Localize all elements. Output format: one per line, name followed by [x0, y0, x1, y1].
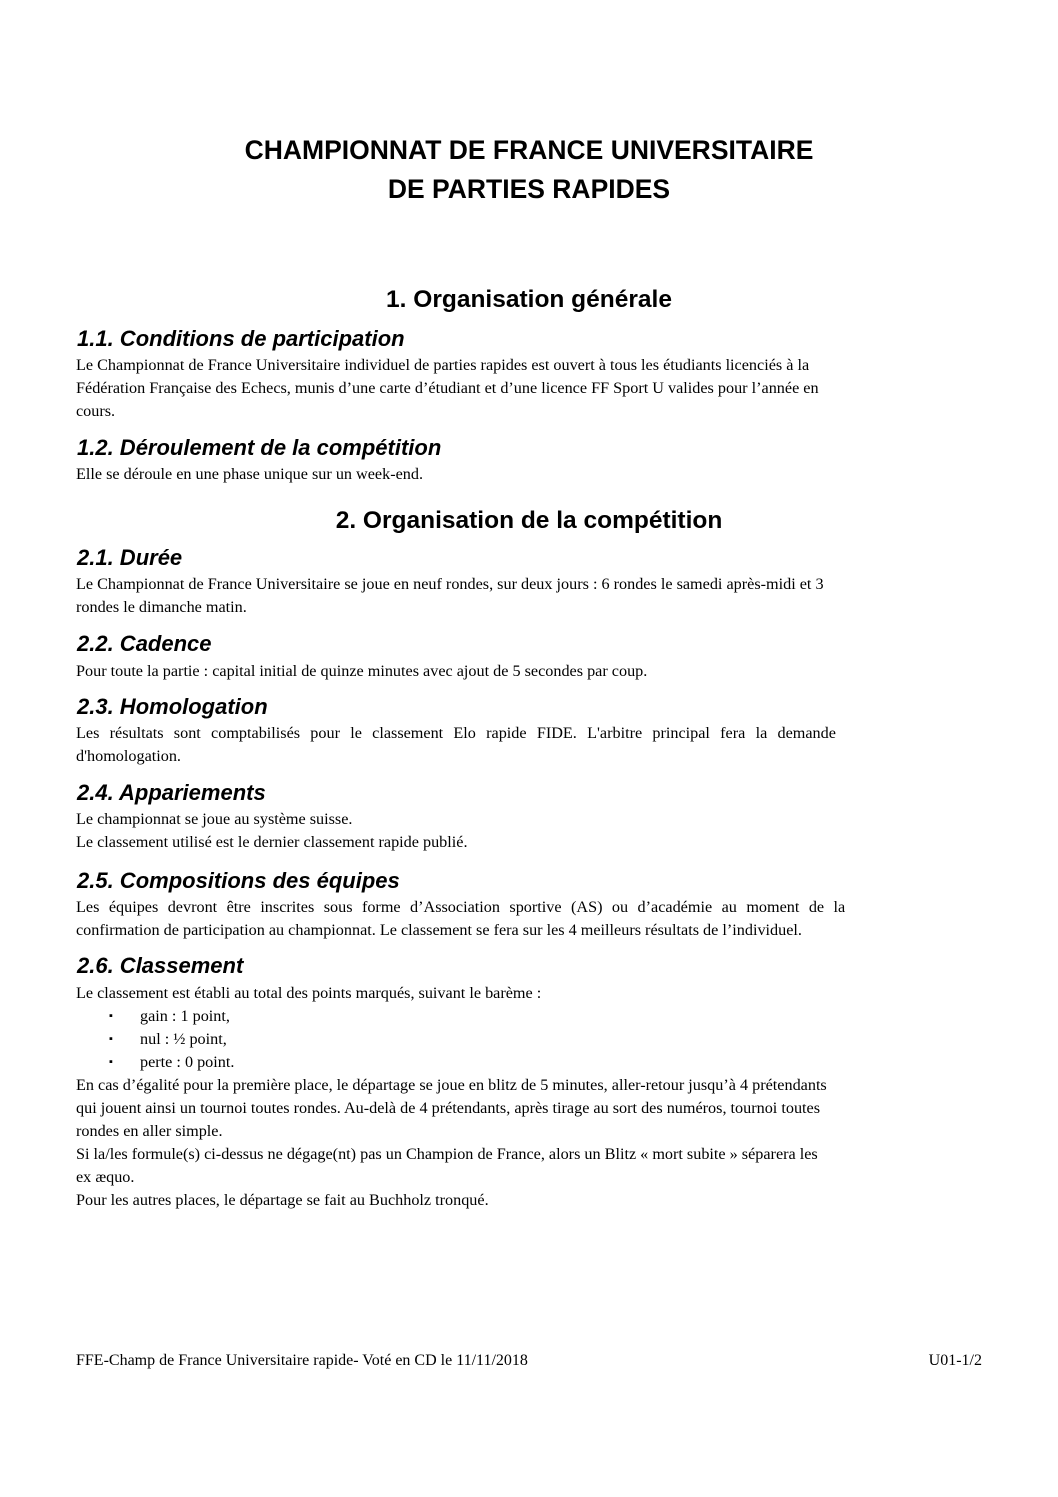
subsection-2-2-text: [76, 660, 982, 683]
list-item-text: nul : ½ point,: [140, 1030, 227, 1048]
subsection-1-1-heading: 1.1. Conditions de participation: [77, 326, 405, 351]
subsection-2-6-text: [76, 1074, 982, 1212]
text-line: d'homologation.: [76, 747, 181, 765]
subsection-2-5-text: [76, 896, 982, 942]
title-line-2: DE PARTIES RAPIDES: [387, 174, 671, 204]
subsection-1-2-text: [76, 463, 982, 486]
subsection-2-4-heading: 2.4. Appariements: [77, 780, 266, 805]
subsection-2-6-intro: [76, 982, 982, 1005]
text-line: Le Championnat de France Universitaire individuel de parties rapides est ouvert à tous les étudiants licenciés à la: [76, 356, 810, 374]
bullet-marker: ▪: [109, 1033, 113, 1045]
subsection-2-5-heading: 2.5. Compositions des équipes: [77, 868, 400, 893]
footer-reference: FFE-Champ de France Universitaire rapide- Voté en CD le 11/11/2018: [76, 1352, 528, 1369]
text-line: Si la/les formule(s) ci-dessus ne dégage(nt) pas un Champion de France, alors un Blitz « mort subite » séparera les: [76, 1145, 818, 1163]
document-page: [76, 0, 982, 1497]
subsection-2-4-text: [76, 808, 982, 854]
text-line: qui jouent ainsi un tournoi toutes rondes. Au-delà de 4 prétendants, après tirage au sort des numéros, tournoi toutes: [76, 1099, 821, 1117]
text-line: Les résultats sont comptabilisés pour le classement Elo rapide FIDE. L'arbitre principal fera la demande: [76, 724, 836, 742]
subsection-2-3-text: [76, 722, 982, 768]
text-line: Le championnat se joue au système suisse.: [76, 810, 353, 828]
list-item: [76, 1051, 982, 1074]
text-line: Le classement est établi au total des points marqués, suivant le barème :: [76, 984, 542, 1002]
text-line: Fédération Française des Echecs, munis d’une carte d’étudiant et d’une licence FF Sport U valides pour l’année en: [76, 379, 819, 397]
page-number: U01-1/2: [928, 1352, 982, 1369]
subsection-1-1-text: [76, 354, 982, 423]
text-line: Elle se déroule en une phase unique sur un week-end.: [76, 465, 424, 483]
text-line: Les équipes devront être inscrites sous forme d’Association sportive (AS) ou d’académie au moment de la: [76, 898, 846, 916]
text-line: rondes le dimanche matin.: [76, 598, 247, 616]
text-line: rondes en aller simple.: [76, 1122, 223, 1140]
text-line: Le Championnat de France Universitaire se joue en neuf rondes, sur deux jours : 6 rondes le samedi après-midi et 3: [76, 575, 824, 593]
bullet-marker: ▪: [109, 1056, 113, 1068]
list-item: [76, 1028, 982, 1051]
text-line: En cas d’égalité pour la première place, le départage se joue en blitz de 5 minutes, aller-retour jusqu’à 4 prétendants: [76, 1076, 827, 1094]
scoring-list: [76, 1005, 982, 1074]
section-2-heading: 2. Organisation de la compétition: [335, 507, 723, 534]
text-line: confirmation de participation au championnat. Le classement se fera sur les 4 meilleurs résultats de l’individuel.: [76, 921, 802, 939]
list-item: [76, 1005, 982, 1028]
text-line: Pour toute la partie : capital initial de quinze minutes avec ajout de 5 secondes par coup.: [76, 662, 648, 680]
list-item-text: gain : 1 point,: [140, 1007, 230, 1025]
text-line: ex æquo.: [76, 1168, 135, 1186]
text-line: cours.: [76, 402, 116, 420]
subsection-2-1-heading: 2.1. Durée: [77, 545, 183, 570]
section-1-heading: 1. Organisation générale: [386, 286, 672, 313]
text-line: Le classement utilisé est le dernier classement rapide publié.: [76, 833, 468, 851]
subsection-1-2-heading: 1.2. Déroulement de la compétition: [77, 435, 442, 460]
text-line: Pour les autres places, le départage se fait au Buchholz tronqué.: [76, 1191, 489, 1209]
bullet-marker: ▪: [109, 1010, 113, 1022]
subsection-2-3-heading: 2.3. Homologation: [77, 694, 268, 719]
list-item-text: perte : 0 point.: [140, 1053, 235, 1071]
subsection-2-1-text: [76, 573, 982, 619]
subsection-2-2-heading: 2.2. Cadence: [77, 631, 212, 656]
subsection-2-6-heading: 2.6. Classement: [77, 953, 244, 978]
title-line-1: CHAMPIONNAT DE FRANCE UNIVERSITAIRE: [244, 135, 814, 165]
document-title: [76, 131, 982, 209]
page-footer: [76, 1350, 982, 1372]
